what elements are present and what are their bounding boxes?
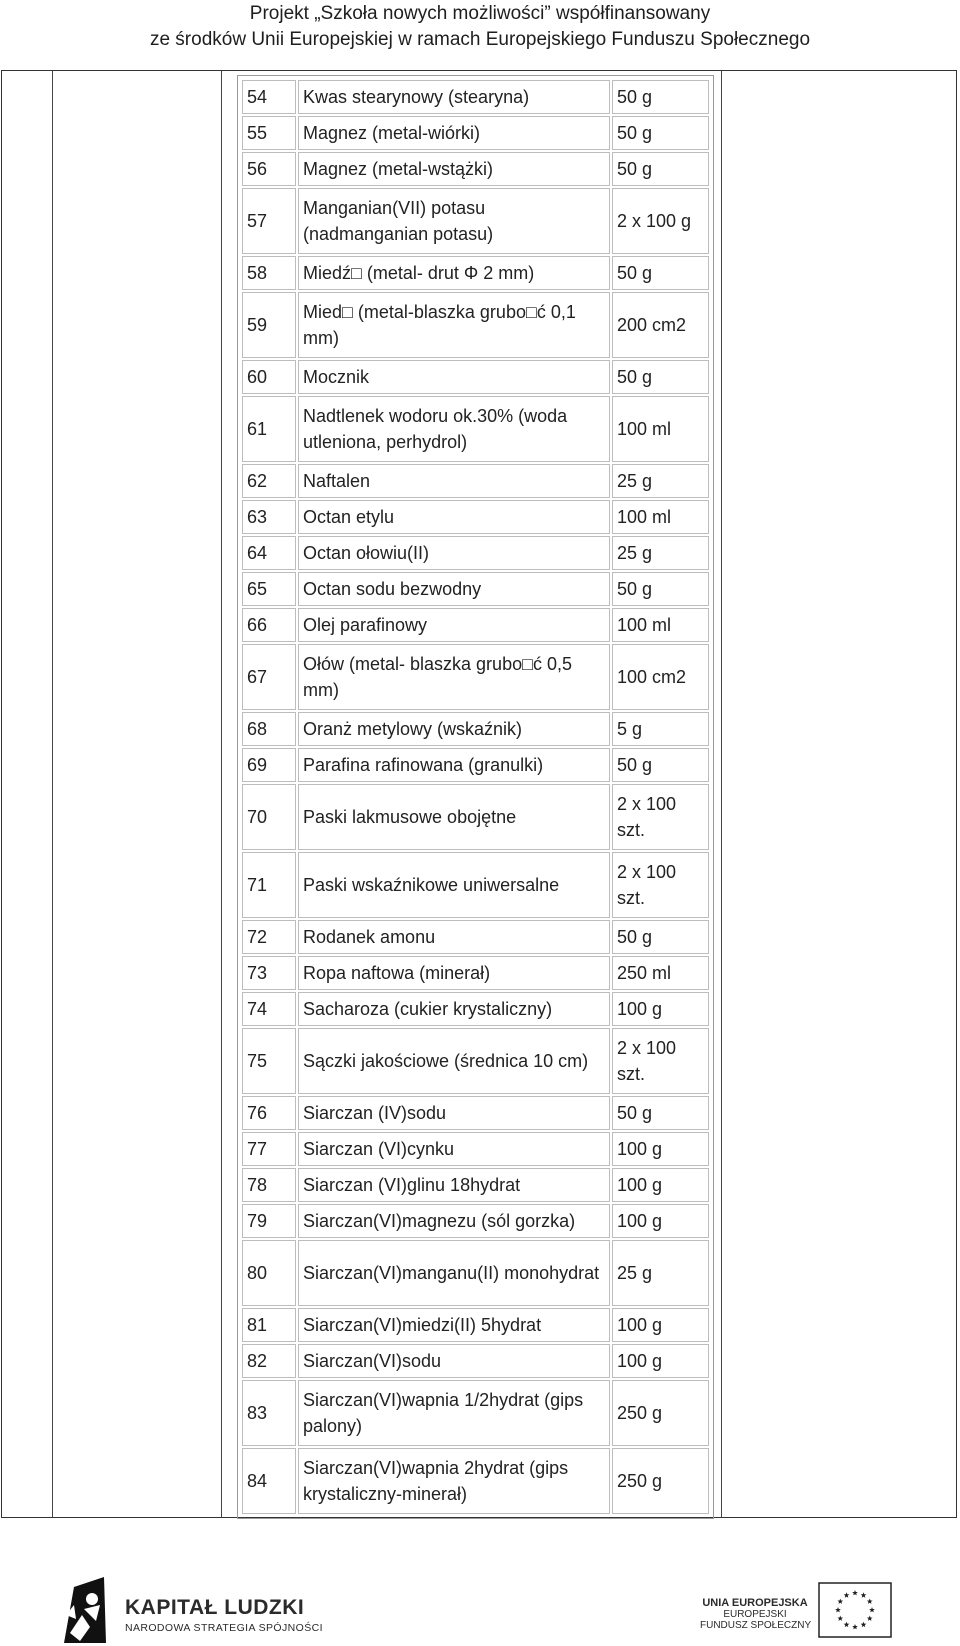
item-number: 82	[242, 1344, 296, 1378]
item-amount: 50 g	[612, 360, 709, 394]
item-name: Ropa naftowa (minerał)	[298, 956, 610, 990]
item-name: Octan sodu bezwodny	[298, 572, 610, 606]
item-amount: 50 g	[612, 256, 709, 290]
item-amount: 250 g	[612, 1380, 709, 1446]
table-row	[242, 852, 709, 918]
table-row	[242, 360, 709, 394]
item-amount: 50 g	[612, 80, 709, 114]
item-amount: 100 g	[612, 1204, 709, 1238]
table-row	[242, 920, 709, 954]
table-row	[242, 1204, 709, 1238]
item-amount: 2 x 100 szt.	[612, 1028, 709, 1094]
item-number: 66	[242, 608, 296, 642]
item-amount: 100 ml	[612, 500, 709, 534]
item-name: Octan ołowiu(II)	[298, 536, 610, 570]
item-amount: 2 x 100 szt.	[612, 784, 709, 850]
item-name: Siarczan(VI)wapnia 2hydrat (gips krystaliczny-minerał)	[298, 1448, 610, 1514]
table-row	[242, 1380, 709, 1446]
table-row	[242, 1308, 709, 1342]
item-number: 80	[242, 1240, 296, 1306]
item-name: Olej parafinowy	[298, 608, 610, 642]
item-number: 55	[242, 116, 296, 150]
item-amount: 100 cm2	[612, 644, 709, 710]
item-number: 58	[242, 256, 296, 290]
item-number: 81	[242, 1308, 296, 1342]
table-row	[242, 572, 709, 606]
item-number: 62	[242, 464, 296, 498]
eu-wordmark	[700, 1597, 810, 1631]
table-row	[242, 1448, 709, 1514]
item-name: Siarczan(VI)sodu	[298, 1344, 610, 1378]
item-name: Siarczan (VI)cynku	[298, 1132, 610, 1166]
page-footer	[0, 1560, 960, 1646]
table-row	[242, 1096, 709, 1130]
item-name: Paski lakmusowe obojętne	[298, 784, 610, 850]
item-name: Oranż metylowy (wskaźnik)	[298, 712, 610, 746]
table-row	[242, 500, 709, 534]
item-number: 72	[242, 920, 296, 954]
materials-table	[240, 78, 711, 1516]
kapital-ludzki-subtitle: NARODOWA STRATEGIA SPÓJNOŚCI	[125, 1622, 323, 1634]
item-name: Siarczan (IV)sodu	[298, 1096, 610, 1130]
item-amount: 2 x 100 g	[612, 188, 709, 254]
item-name: Siarczan(VI)manganu(II) monohydrat	[298, 1240, 610, 1306]
table-row	[242, 992, 709, 1026]
item-amount: 25 g	[612, 536, 709, 570]
kapital-ludzki-logo-icon	[60, 1575, 112, 1645]
item-name: Siarczan(VI)miedzi(II) 5hydrat	[298, 1308, 610, 1342]
eu-line-2: EUROPEJSKI	[723, 1609, 787, 1620]
item-name: Manganian(VII) potasu (nadmanganian potasu)	[298, 188, 610, 254]
item-amount: 50 g	[612, 116, 709, 150]
item-amount: 100 g	[612, 1168, 709, 1202]
item-amount: 100 g	[612, 1132, 709, 1166]
item-amount: 100 g	[612, 1344, 709, 1378]
item-number: 78	[242, 1168, 296, 1202]
table-row	[242, 464, 709, 498]
item-amount: 50 g	[612, 920, 709, 954]
item-amount: 100 ml	[612, 608, 709, 642]
item-number: 67	[242, 644, 296, 710]
item-amount: 25 g	[612, 1240, 709, 1306]
item-number: 60	[242, 360, 296, 394]
table-row	[242, 1240, 709, 1306]
materials-table-body	[242, 80, 709, 1514]
table-row	[242, 536, 709, 570]
materials-table-frame	[237, 75, 714, 1519]
item-amount: 250 g	[612, 1448, 709, 1514]
item-amount: 50 g	[612, 1096, 709, 1130]
eu-line-3: FUNDUSZ SPOŁECZNY	[700, 1620, 812, 1631]
item-name: Sacharoza (cukier krystaliczny)	[298, 992, 610, 1026]
table-row	[242, 1168, 709, 1202]
table-row	[242, 1028, 709, 1094]
item-name: Parafina rafinowana (granulki)	[298, 748, 610, 782]
item-number: 69	[242, 748, 296, 782]
item-number: 70	[242, 784, 296, 850]
item-name: Naftalen	[298, 464, 610, 498]
table-row	[242, 608, 709, 642]
table-row	[242, 956, 709, 990]
kapital-ludzki-title: KAPITAŁ LUDZKI	[125, 1596, 305, 1619]
table-row	[242, 188, 709, 254]
eu-line-1: UNIA EUROPEJSKA	[702, 1597, 808, 1609]
item-amount: 100 g	[612, 992, 709, 1026]
item-number: 68	[242, 712, 296, 746]
item-name: Mied□ (metal-blaszka grubo□ć 0,1 mm)	[298, 292, 610, 358]
header-line-1: Projekt „Szkoła nowych możliwości” współfinansowany	[249, 3, 711, 24]
table-row	[242, 116, 709, 150]
column-divider	[52, 71, 53, 1517]
item-amount: 200 cm2	[612, 292, 709, 358]
item-number: 54	[242, 80, 296, 114]
item-number: 77	[242, 1132, 296, 1166]
item-name: Nadtlenek wodoru ok.30% (woda utleniona, perhydrol)	[298, 396, 610, 462]
item-number: 65	[242, 572, 296, 606]
item-name: Kwas stearynowy (stearyna)	[298, 80, 610, 114]
item-name: Magnez (metal-wiórki)	[298, 116, 610, 150]
item-amount: 50 g	[612, 572, 709, 606]
table-row	[242, 1344, 709, 1378]
item-name: Siarczan(VI)magnezu (sól gorzka)	[298, 1204, 610, 1238]
header-line-2: ze środków Unii Europejskiej w ramach Europejskiego Funduszu Społecznego	[149, 29, 811, 50]
item-number: 63	[242, 500, 296, 534]
item-number: 71	[242, 852, 296, 918]
table-row	[242, 256, 709, 290]
item-number: 76	[242, 1096, 296, 1130]
item-amount: 100 ml	[612, 396, 709, 462]
item-number: 74	[242, 992, 296, 1026]
item-name: Siarczan(VI)wapnia 1/2hydrat (gips palony)	[298, 1380, 610, 1446]
table-row	[242, 644, 709, 710]
item-number: 73	[242, 956, 296, 990]
table-row	[242, 80, 709, 114]
item-name: Ołów (metal- blaszka grubo□ć 0,5 mm)	[298, 644, 610, 710]
item-name: Paski wskaźnikowe uniwersalne	[298, 852, 610, 918]
item-amount: 2 x 100 szt.	[612, 852, 709, 918]
page-header	[0, 0, 960, 53]
table-row	[242, 292, 709, 358]
item-number: 56	[242, 152, 296, 186]
table-row	[242, 396, 709, 462]
item-amount: 5 g	[612, 712, 709, 746]
item-number: 57	[242, 188, 296, 254]
item-number: 79	[242, 1204, 296, 1238]
item-amount: 100 g	[612, 1308, 709, 1342]
item-amount: 250 ml	[612, 956, 709, 990]
item-number: 59	[242, 292, 296, 358]
eu-flag-icon	[818, 1582, 892, 1638]
item-amount: 25 g	[612, 464, 709, 498]
item-name: Sączki jakościowe (średnica 10 cm)	[298, 1028, 610, 1094]
column-divider	[721, 71, 722, 1517]
item-number: 75	[242, 1028, 296, 1094]
item-amount: 50 g	[612, 748, 709, 782]
column-divider	[221, 71, 222, 1517]
item-number: 61	[242, 396, 296, 462]
table-row	[242, 748, 709, 782]
item-number: 83	[242, 1380, 296, 1446]
table-row	[242, 784, 709, 850]
item-name: Miedź□ (metal- drut Φ 2 mm)	[298, 256, 610, 290]
item-name: Octan etylu	[298, 500, 610, 534]
kapital-ludzki-wordmark	[125, 1596, 323, 1634]
table-row	[242, 1132, 709, 1166]
item-name: Siarczan (VI)glinu 18hydrat	[298, 1168, 610, 1202]
item-amount: 50 g	[612, 152, 709, 186]
item-name: Magnez (metal-wstążki)	[298, 152, 610, 186]
outer-frame-table	[1, 70, 957, 1518]
table-row	[242, 152, 709, 186]
item-name: Rodanek amonu	[298, 920, 610, 954]
item-number: 64	[242, 536, 296, 570]
item-name: Mocznik	[298, 360, 610, 394]
table-row	[242, 712, 709, 746]
item-number: 84	[242, 1448, 296, 1514]
